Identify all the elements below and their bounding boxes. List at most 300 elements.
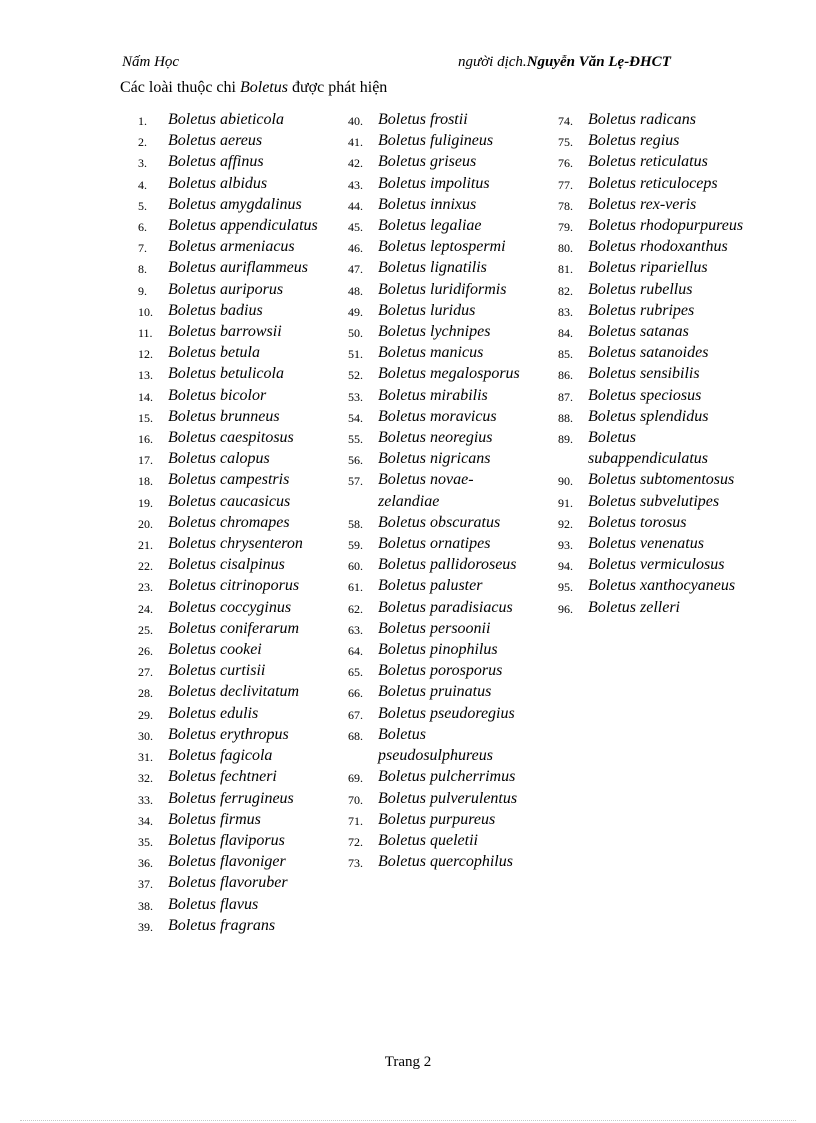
species-number: 83.	[558, 304, 573, 319]
species-name: Boletus persoonii	[378, 619, 491, 637]
species-name: Boletus reticuloceps	[588, 174, 718, 192]
species-name: Boletus neoregius	[378, 429, 493, 447]
species-list-item	[138, 130, 343, 151]
species-list-item	[138, 448, 343, 469]
species-name: Boletus rubellus	[588, 280, 693, 298]
species-number: 66.	[348, 686, 363, 701]
species-list-item	[138, 533, 343, 554]
species-list-item	[348, 236, 528, 257]
species-name: Boletus quercophilus	[378, 853, 513, 871]
species-name: Boletus caespitosus	[168, 429, 294, 447]
species-list-item	[138, 915, 343, 936]
species-name: Boletus firmus	[168, 810, 261, 828]
species-name: Boletus fagicola	[168, 747, 273, 765]
species-list-item	[558, 427, 748, 469]
species-number: 61.	[348, 580, 363, 595]
species-name: Boletus fechtneri	[168, 768, 277, 786]
species-number: 62.	[348, 601, 363, 616]
species-name: Boletus luridiformis	[378, 280, 507, 298]
species-list-item	[138, 406, 343, 427]
species-number: 60.	[348, 559, 363, 574]
species-name: Boletus sensibilis	[588, 365, 700, 383]
species-list-item	[348, 851, 528, 872]
species-list-item	[558, 385, 748, 406]
species-number: 59.	[348, 538, 363, 553]
species-name: Boletus rhodopurpureus	[588, 217, 744, 235]
species-number: 39.	[138, 919, 153, 934]
species-list-item	[138, 575, 343, 596]
species-name: Boletus pseudosulphureus	[378, 725, 493, 765]
species-list-item	[348, 279, 528, 300]
species-number: 67.	[348, 707, 363, 722]
species-number: 79.	[558, 220, 573, 235]
species-list-item	[138, 236, 343, 257]
species-name: Boletus subtomentosus	[588, 471, 735, 489]
species-list-item	[348, 448, 528, 469]
species-number: 42.	[348, 156, 363, 171]
species-list-item	[348, 681, 528, 702]
species-name: Boletus obscuratus	[378, 513, 501, 531]
species-number: 58.	[348, 516, 363, 531]
species-name: Boletus ferrugineus	[168, 789, 294, 807]
species-number: 4.	[138, 177, 147, 192]
species-name: Boletus ornatipes	[378, 535, 491, 553]
species-list-item	[348, 809, 528, 830]
species-number: 74.	[558, 114, 573, 128]
species-number: 76.	[558, 156, 573, 171]
species-name: Boletus impolitus	[378, 174, 490, 192]
species-number: 52.	[348, 368, 363, 383]
species-list-item	[348, 300, 528, 321]
species-list-item	[138, 257, 343, 278]
species-number: 96.	[558, 601, 573, 616]
species-name: Boletus flavus	[168, 895, 259, 913]
species-list-item	[558, 321, 748, 342]
translator-name: Nguyễn Văn Lẹ-ĐHCT	[526, 54, 671, 70]
species-list-item	[348, 406, 528, 427]
species-name: Boletus regius	[588, 132, 680, 150]
species-name: Boletus flaviporus	[168, 831, 285, 849]
species-name: Boletus auriporus	[168, 280, 284, 298]
species-name: Boletus porosporus	[378, 662, 503, 680]
species-name: Boletus calopus	[168, 450, 270, 468]
species-name: Boletus reticulatus	[588, 153, 708, 171]
species-list-item	[348, 469, 528, 511]
species-list-item	[138, 618, 343, 639]
species-number: 56.	[348, 453, 363, 468]
species-list-item	[138, 872, 343, 893]
species-name: Boletus barrowsii	[168, 323, 282, 341]
species-number: 28.	[138, 686, 153, 701]
species-list-item	[348, 575, 528, 596]
species-name: Boletus lignatilis	[378, 259, 487, 277]
species-list-item	[138, 300, 343, 321]
page-number: Trang 2	[384, 1054, 432, 1070]
species-name: Boletus queletii	[378, 831, 478, 849]
species-name: Boletus chromapes	[168, 513, 290, 531]
species-number: 2.	[138, 135, 147, 150]
species-number: 70.	[348, 792, 363, 807]
species-list-item	[348, 830, 528, 851]
species-list-item	[138, 554, 343, 575]
species-name: Boletus legaliae	[378, 217, 482, 235]
species-number: 78.	[558, 198, 573, 213]
species-number: 40.	[348, 114, 363, 128]
species-number: 89.	[558, 432, 573, 447]
species-list-item	[138, 173, 343, 194]
species-number: 30.	[138, 728, 153, 743]
species-number: 50.	[348, 326, 363, 341]
species-name: Boletus splendidus	[588, 407, 709, 425]
species-list-item	[138, 469, 343, 490]
species-number: 81.	[558, 262, 573, 277]
species-name: Boletus caucasicus	[168, 492, 291, 510]
species-number: 38.	[138, 898, 153, 913]
species-number: 94.	[558, 559, 573, 574]
species-name: Boletus griseus	[378, 153, 477, 171]
species-number: 90.	[558, 474, 573, 489]
species-list-item	[348, 788, 528, 809]
species-list-item	[348, 151, 528, 172]
species-column-2	[348, 109, 528, 872]
species-name: Boletus albidus	[168, 174, 268, 192]
species-number: 27.	[138, 665, 153, 680]
species-name: Boletus armeniacus	[168, 238, 295, 256]
species-number: 51.	[348, 347, 363, 362]
species-name: Boletus innixus	[378, 195, 477, 213]
species-number: 63.	[348, 622, 363, 637]
species-number: 10.	[138, 304, 153, 319]
species-name: Boletus fuligineus	[378, 132, 494, 150]
species-name: Boletus manicus	[378, 344, 484, 362]
species-list-item	[558, 533, 748, 554]
species-number: 80.	[558, 241, 573, 256]
species-list-item	[348, 173, 528, 194]
species-name: Boletus betula	[168, 344, 260, 362]
species-name: Boletus zelleri	[588, 598, 680, 616]
species-number: 25.	[138, 622, 153, 637]
species-list-item	[558, 173, 748, 194]
species-name: Boletus radicans	[588, 111, 696, 128]
species-number: 37.	[138, 877, 153, 892]
species-name: Boletus nigricans	[378, 450, 491, 468]
section-heading	[120, 79, 387, 97]
species-number: 85.	[558, 347, 573, 362]
species-name: Boletus affinus	[168, 153, 264, 171]
species-name: Boletus subvelutipes	[588, 492, 720, 510]
species-name: Boletus pseudoregius	[378, 704, 515, 722]
species-list-item	[138, 809, 343, 830]
species-list-item	[348, 512, 528, 533]
species-number: 41.	[348, 135, 363, 150]
species-number: 44.	[348, 198, 363, 213]
species-column-3	[558, 109, 748, 618]
species-name: Boletus ripariellus	[588, 259, 708, 277]
heading-prefix: Các loài thuộc chi	[120, 79, 240, 96]
species-list-item	[138, 788, 343, 809]
species-number: 71.	[348, 813, 363, 828]
species-list-item	[138, 279, 343, 300]
species-name: Boletus purpureus	[378, 810, 496, 828]
species-name: Boletus coccyginus	[168, 598, 292, 616]
species-name: Boletus venenatus	[588, 535, 704, 553]
species-name: Boletus rex-veris	[588, 195, 697, 213]
species-list-item	[348, 109, 528, 130]
species-list-item	[138, 363, 343, 384]
species-list-item	[348, 363, 528, 384]
species-number: 53.	[348, 389, 363, 404]
species-list-item	[348, 215, 528, 236]
species-name: Boletus coniferarum	[168, 619, 300, 637]
species-list-item	[138, 342, 343, 363]
species-name: Boletus aereus	[168, 132, 263, 150]
species-number: 16.	[138, 432, 153, 447]
species-list-item	[348, 130, 528, 151]
species-name: Boletus auriflammeus	[168, 259, 308, 277]
species-name: Boletus paradisiacus	[378, 598, 513, 616]
species-list-item	[138, 660, 343, 681]
species-name: Boletus torosus	[588, 513, 687, 531]
species-name: Boletus declivitatum	[168, 683, 300, 701]
species-list-item	[558, 597, 748, 618]
species-name: Boletus campestris	[168, 471, 290, 489]
species-list-item	[348, 724, 528, 766]
species-name: Boletus pruinatus	[378, 683, 492, 701]
species-name: Boletus mirabilis	[378, 386, 488, 404]
species-number: 54.	[348, 410, 363, 425]
species-number: 24.	[138, 601, 153, 616]
species-number: 73.	[348, 856, 363, 871]
species-list-item	[138, 766, 343, 787]
species-name: Boletus novae-zelandiae	[378, 471, 474, 510]
species-list-item	[558, 469, 748, 490]
species-number: 57.	[348, 474, 363, 489]
species-number: 33.	[138, 792, 153, 807]
species-number: 93.	[558, 538, 573, 553]
species-name: Boletus brunneus	[168, 407, 280, 425]
species-name: Boletus satanas	[588, 323, 689, 341]
species-list-item	[348, 660, 528, 681]
species-number: 3.	[138, 156, 147, 171]
species-name: Boletus paluster	[378, 577, 483, 595]
species-number: 45.	[348, 220, 363, 235]
species-number: 64.	[348, 644, 363, 659]
species-list-item	[348, 257, 528, 278]
species-number: 8.	[138, 262, 147, 277]
species-name: Boletus cookei	[168, 641, 262, 659]
species-number: 14.	[138, 389, 153, 404]
species-list-item	[558, 215, 748, 236]
species-list-item	[138, 491, 343, 512]
species-list-item	[348, 766, 528, 787]
species-number: 47.	[348, 262, 363, 277]
species-list-item	[558, 363, 748, 384]
species-number: 77.	[558, 177, 573, 192]
species-name: Boletus moravicus	[378, 407, 497, 425]
species-list-item	[138, 830, 343, 851]
species-list-item	[138, 194, 343, 215]
species-name: Boletus speciosus	[588, 386, 702, 404]
species-list-item	[558, 575, 748, 596]
species-number: 18.	[138, 474, 153, 489]
species-number: 86.	[558, 368, 573, 383]
species-name: Boletus curtisii	[168, 662, 266, 680]
species-name: Boletus vermiculosus	[588, 556, 725, 574]
species-number: 5.	[138, 198, 147, 213]
species-name: Boletus chrysenteron	[168, 535, 303, 553]
species-number: 95.	[558, 580, 573, 595]
species-number: 65.	[348, 665, 363, 680]
species-number: 17.	[138, 453, 153, 468]
species-name: Boletus appendiculatus	[168, 217, 318, 235]
species-name: Boletus satanoides	[588, 344, 709, 362]
species-number: 75.	[558, 135, 573, 150]
species-list-item	[558, 151, 748, 172]
species-list-item	[558, 279, 748, 300]
species-list-item	[558, 342, 748, 363]
species-list-item	[348, 427, 528, 448]
page-bottom-rule	[20, 1120, 796, 1121]
species-list-item	[138, 724, 343, 745]
species-name: Boletus betulicola	[168, 365, 284, 383]
species-number: 36.	[138, 856, 153, 871]
species-name: Boletus pallidoroseus	[378, 556, 517, 574]
species-list-item	[138, 215, 343, 236]
species-list-item	[138, 639, 343, 660]
species-list-item	[348, 533, 528, 554]
species-list-item	[558, 109, 748, 130]
species-list-item	[558, 194, 748, 215]
species-list-item	[348, 703, 528, 724]
species-number: 12.	[138, 347, 153, 362]
species-number: 72.	[348, 834, 363, 849]
species-list-item	[558, 554, 748, 575]
species-column-1	[138, 109, 343, 936]
species-list-item	[138, 427, 343, 448]
species-name: Boletus frostii	[378, 111, 468, 128]
species-list-item	[558, 491, 748, 512]
species-list-item	[138, 151, 343, 172]
species-number: 23.	[138, 580, 153, 595]
species-number: 9.	[138, 283, 147, 298]
species-list-item	[138, 597, 343, 618]
heading-genus: Boletus	[239, 79, 288, 96]
species-name: Boletus abieticola	[168, 111, 284, 128]
species-name: Boletus fragrans	[168, 916, 276, 934]
species-list-item	[558, 300, 748, 321]
species-list-item	[138, 512, 343, 533]
species-number: 6.	[138, 220, 147, 235]
translator-label: người dịch.	[458, 54, 527, 70]
species-number: 82.	[558, 283, 573, 298]
species-list-item	[138, 385, 343, 406]
species-number: 84.	[558, 326, 573, 341]
species-list-item	[558, 236, 748, 257]
species-number: 68.	[348, 728, 363, 743]
species-list-item	[558, 130, 748, 151]
species-name: Boletus bicolor	[168, 386, 267, 404]
heading-suffix: được phát hiện	[287, 79, 388, 96]
species-number: 46.	[348, 241, 363, 256]
species-list-item	[348, 321, 528, 342]
species-number: 92.	[558, 516, 573, 531]
species-name: Boletus leptospermi	[378, 238, 506, 256]
species-number: 69.	[348, 771, 363, 786]
species-list-item	[348, 554, 528, 575]
species-number: 13.	[138, 368, 153, 383]
species-name: Boletus amygdalinus	[168, 195, 302, 213]
species-list-item	[138, 681, 343, 702]
species-number: 20.	[138, 516, 153, 531]
running-header-title: Nấm Học	[122, 54, 180, 70]
species-name: Boletus cisalpinus	[168, 556, 285, 574]
species-list-item	[138, 321, 343, 342]
species-name: Boletus flavoruber	[168, 874, 288, 892]
species-list-item	[348, 618, 528, 639]
species-number: 35.	[138, 834, 153, 849]
species-name: Boletus pulverulentus	[378, 789, 518, 807]
species-name: Boletus rubripes	[588, 301, 695, 319]
species-list-item	[138, 109, 343, 130]
species-number: 91.	[558, 495, 573, 510]
species-number: 31.	[138, 750, 153, 765]
species-number: 43.	[348, 177, 363, 192]
species-list-item	[138, 745, 343, 766]
species-number: 15.	[138, 410, 153, 425]
species-list-item	[138, 894, 343, 915]
species-list-item	[348, 385, 528, 406]
species-number: 48.	[348, 283, 363, 298]
running-header-translator	[458, 54, 671, 71]
species-list-item	[348, 194, 528, 215]
species-name: Boletus citrinoporus	[168, 577, 300, 595]
species-number: 26.	[138, 644, 153, 659]
species-list-item	[348, 597, 528, 618]
species-list-item	[558, 406, 748, 427]
species-list-item	[138, 703, 343, 724]
species-list-item	[348, 342, 528, 363]
species-list-item	[558, 257, 748, 278]
species-number: 22.	[138, 559, 153, 574]
species-number: 55.	[348, 432, 363, 447]
species-number: 11.	[138, 326, 153, 341]
species-number: 87.	[558, 389, 573, 404]
species-name: Boletus pinophilus	[378, 641, 498, 659]
species-number: 19.	[138, 495, 153, 510]
species-name: Boletus badius	[168, 301, 263, 319]
species-name: Boletus subappendiculatus	[588, 429, 708, 468]
species-name: Boletus rhodoxanthus	[588, 238, 728, 256]
species-number: 1.	[138, 114, 147, 128]
species-name: Boletus pulcherrimus	[378, 768, 516, 786]
species-name: Boletus edulis	[168, 704, 259, 722]
species-list-item	[348, 639, 528, 660]
species-list-item	[138, 851, 343, 872]
species-name: Boletus erythropus	[168, 725, 289, 743]
species-name: Boletus lychnipes	[378, 323, 491, 341]
species-number: 34.	[138, 813, 153, 828]
species-name: Boletus flavoniger	[168, 853, 286, 871]
species-number: 88.	[558, 410, 573, 425]
species-number: 32.	[138, 771, 153, 786]
species-name: Boletus luridus	[378, 301, 476, 319]
species-number: 21.	[138, 538, 153, 553]
species-list-item	[558, 512, 748, 533]
species-name: Boletus xanthocyaneus	[588, 577, 736, 595]
species-number: 49.	[348, 304, 363, 319]
species-number: 29.	[138, 707, 153, 722]
species-number: 7.	[138, 241, 147, 256]
